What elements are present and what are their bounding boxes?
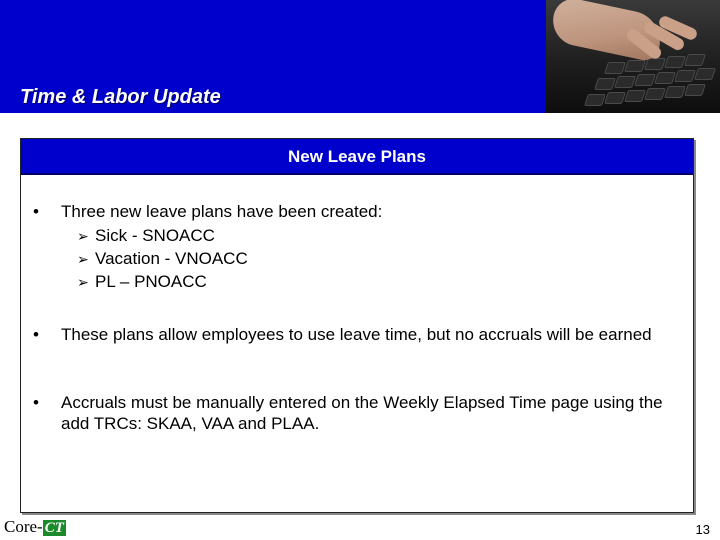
keyboard-key [614,76,636,88]
keyboard-key [604,92,626,104]
core-ct-logo [4,517,66,537]
keyboard-key [654,72,676,84]
keyboard-key [604,62,626,74]
logo-suffix: CT [44,520,64,536]
keyboard-key [684,54,706,66]
bullet-dot: • [33,202,39,221]
content-box [20,138,694,513]
box-title-bar [21,139,693,175]
sub-list-item [77,248,248,270]
sub-list-item-text: PL – PNOACC [95,272,207,291]
bullet-dot: • [33,325,39,344]
keyboard-key [674,70,696,82]
keyboard-key [624,90,646,102]
bullet-dot: • [33,393,39,412]
keyboard-key [634,74,656,86]
sub-list-item-text: Sick - SNOACC [95,226,215,245]
keyboard-key [644,88,666,100]
arrow-right-icon: ➢ [77,251,89,267]
page-title: Time & Labor Update [20,86,221,108]
keyboard-hand-photo [546,0,720,114]
arrow-right-icon: ➢ [77,228,89,244]
keyboard-key [694,68,716,80]
keyboard-key [684,84,706,96]
keyboard-key [664,56,686,68]
page-number: 13 [695,522,710,537]
header-divider [0,113,720,116]
sub-list-item [77,271,207,293]
list-item-text: Three new leave plans have been created: [61,202,383,221]
keyboard-key [594,78,616,90]
keyboard-key [624,60,646,72]
keyboard-key [664,86,686,98]
sub-list-item-text: Vacation - VNOACC [95,249,248,268]
arrow-right-icon: ➢ [77,274,89,290]
keyboard-key [584,94,606,106]
list-item-text: These plans allow employees to use leave time, but no accruals will be earned [61,325,652,344]
logo-prefix: Core- [4,517,43,536]
list-item-text: Accruals must be manually entered on the Weekly Elapsed Time page using the add TRCs: SKAA, VAA and PLAA. [61,393,663,433]
sub-list-item [77,225,215,247]
box-title: New Leave Plans [288,147,426,166]
